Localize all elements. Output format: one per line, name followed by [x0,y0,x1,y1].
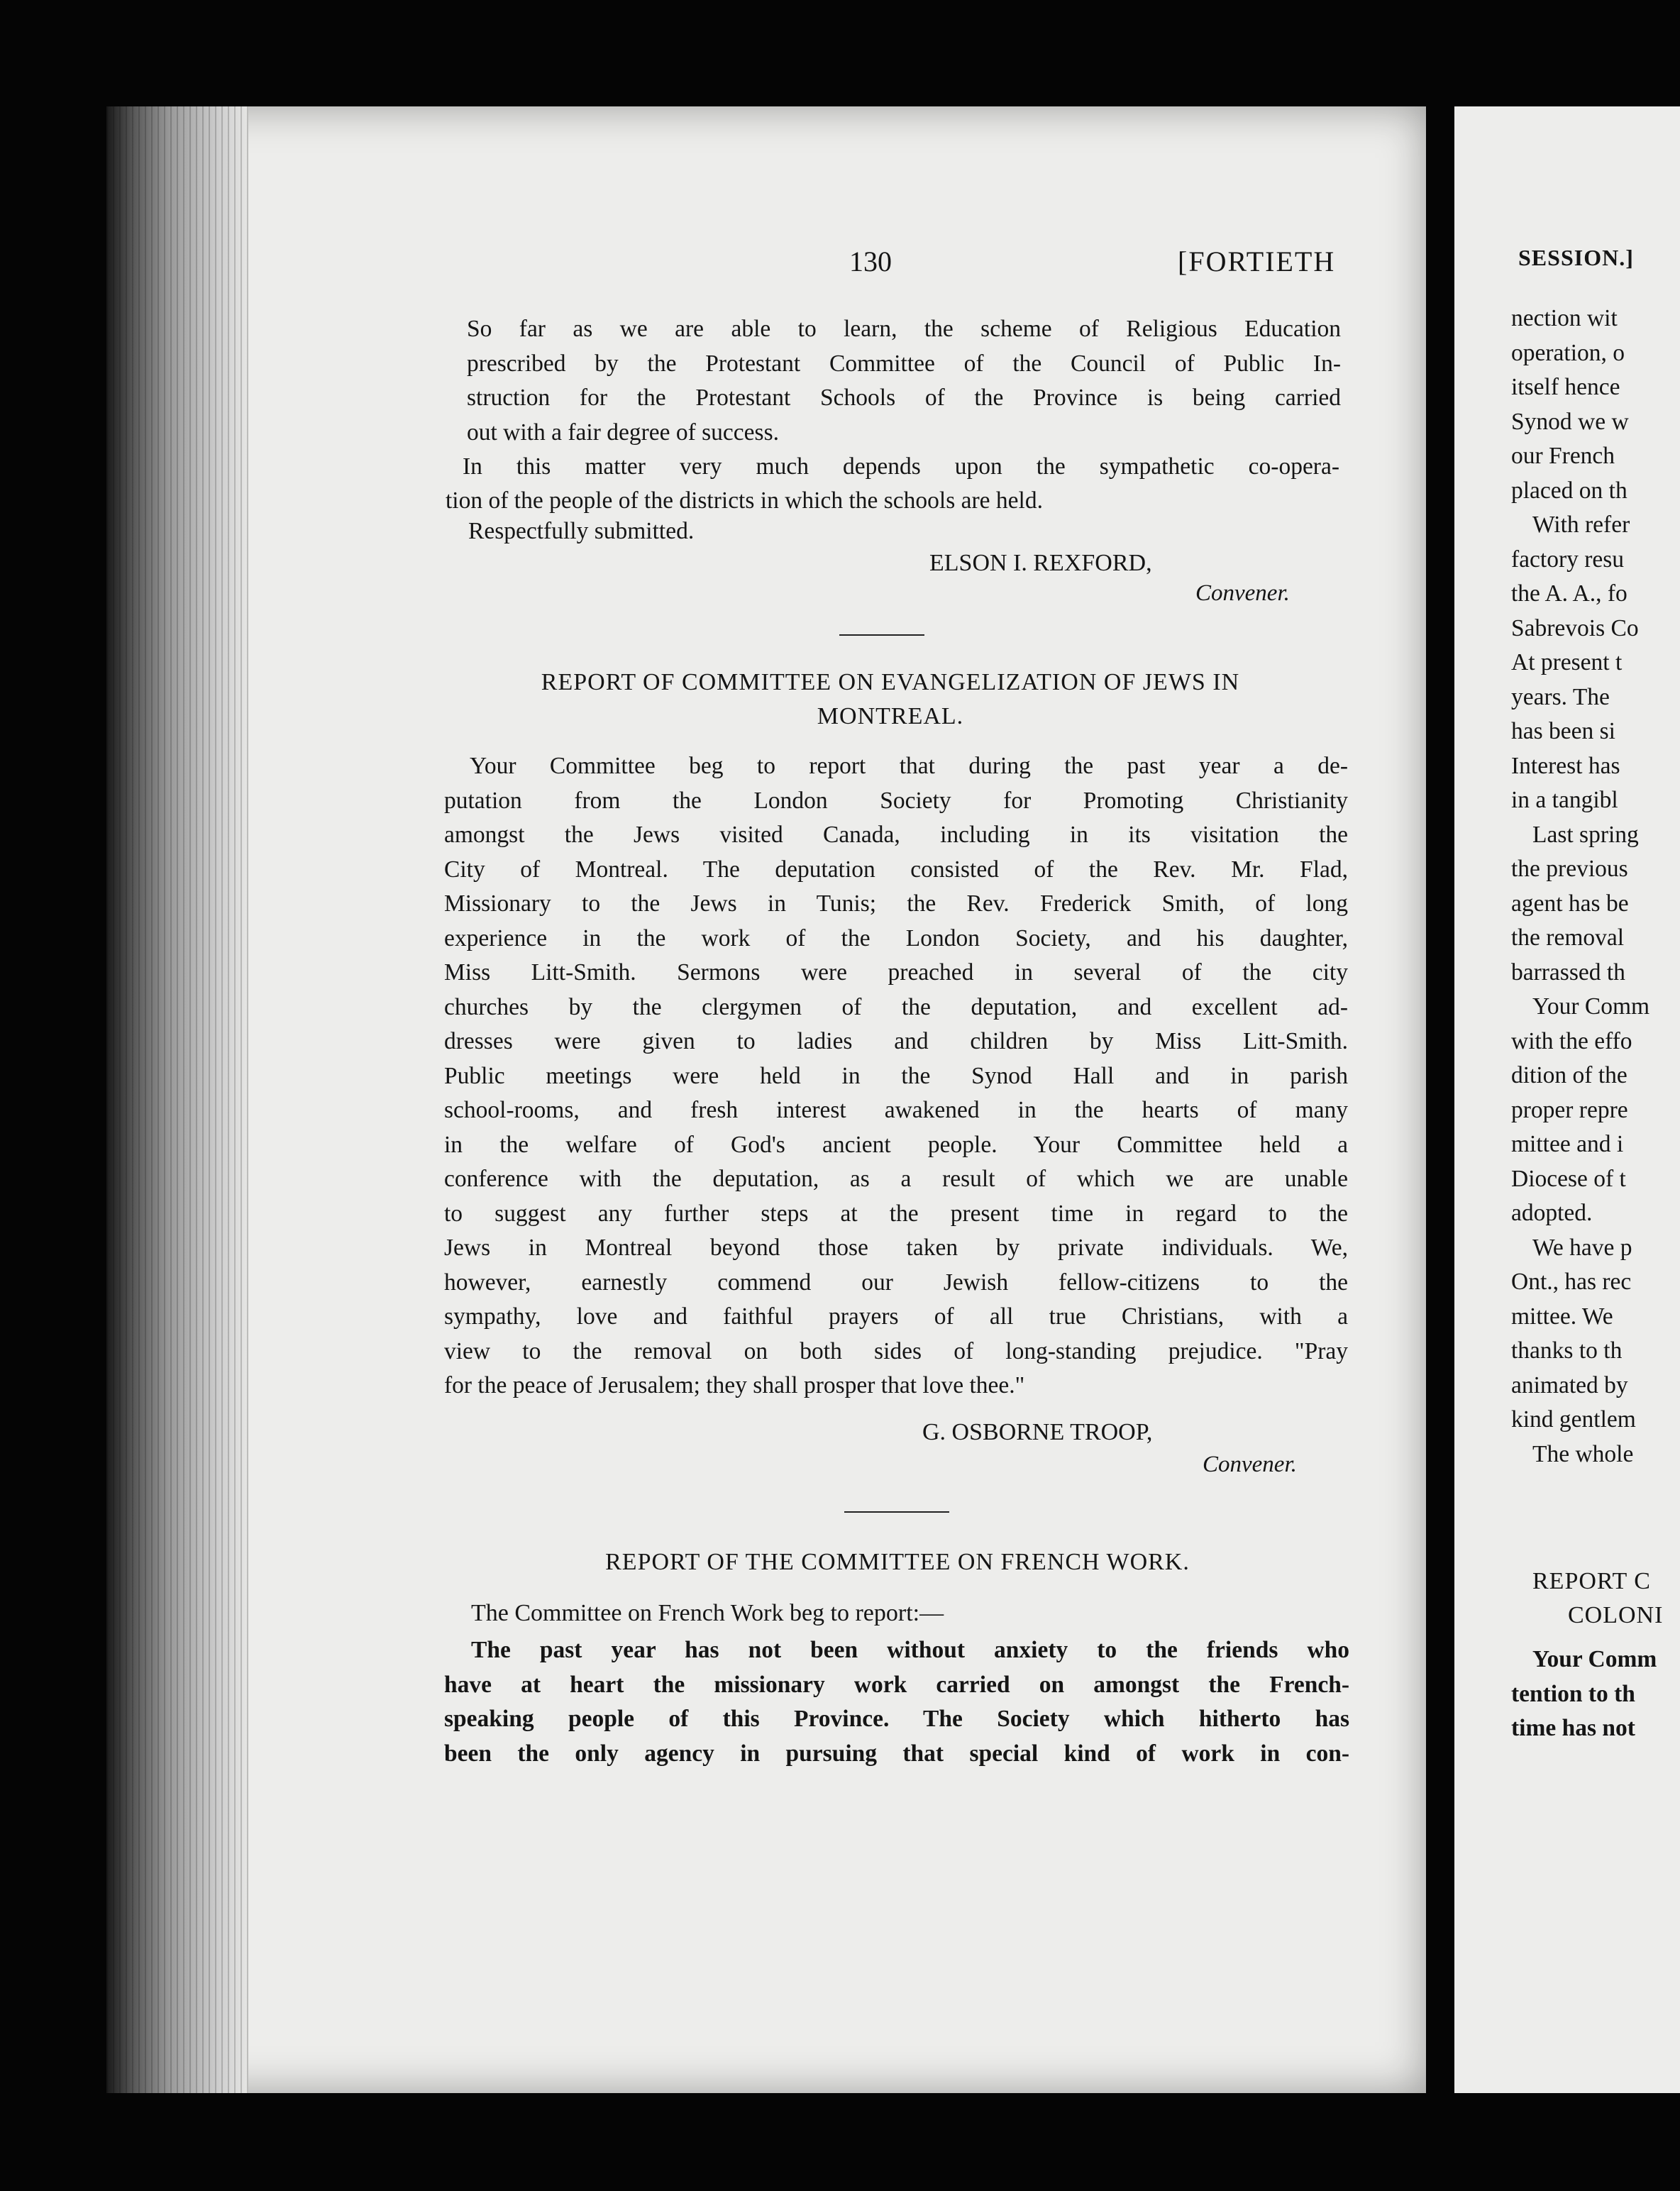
text-line: has been si [1511,718,1615,744]
text-line: The whole [1532,1440,1634,1467]
text-line: time has not [1511,1715,1635,1741]
text-line: in a tangibl [1511,787,1618,813]
text-line: amongst the Jews visited Canada, including in its visitation the [444,822,1348,848]
text-line: been the only agency in pursuing that special kind of work in con- [444,1740,1349,1767]
text-line: Sabrevois Co [1511,614,1639,641]
text-line: placed on th [1511,477,1628,504]
text-line: With refer [1532,512,1630,538]
text-line: with the effo [1511,1027,1632,1054]
text-line: Synod we w [1511,408,1629,435]
page-number: 130 [849,245,892,277]
text-line: itself hence [1511,374,1620,400]
text-line: thanks to th [1511,1337,1623,1364]
text-line: to suggest any further steps at the present time in regard to the [444,1200,1348,1227]
text-line: struction for the Protestant Schools of the Province is being carried [467,385,1341,411]
text-line: the previous [1511,856,1628,882]
french-report-body [444,1633,1349,1771]
heading-french: REPORT OF THE COMMITTEE ON FRENCH WORK. [605,1549,1190,1575]
heading-line: MONTREAL. [817,703,964,729]
text-line: In this matter very much depends upon the sympathetic co-opera- [463,453,1339,480]
text-line: experience in the work of the London Society, and his daughter, [444,925,1348,951]
text-line: sympathy, love and faithful prayers of all true Christians, with a [444,1303,1348,1330]
text-line: view to the removal on both sides of long-standing prejudice. "Pray [444,1337,1348,1364]
section-divider [839,634,924,636]
running-head: [FORTIETH [1178,245,1336,277]
text-line: for the peace of Jerusalem; they shall prosper that love thee." [444,1372,1025,1398]
text-line: Your Committee beg to report that during the past year a de- [470,753,1348,779]
text-line: So far as we are able to learn, the scheme of Religious Education [467,316,1341,342]
text-line: tention to th [1511,1680,1635,1707]
text-line: Jews in Montreal beyond those taken by private individuals. We, [444,1235,1348,1261]
text-line: mittee. We [1511,1303,1613,1330]
text-line: the A. A., fo [1511,580,1628,607]
convener-label-2: Convener. [1203,1452,1297,1477]
text-line: We have p [1532,1234,1632,1261]
text-line: nection wit [1511,305,1618,331]
text-line: animated by [1511,1372,1628,1398]
text-line: dresses were given to ladies and children by Miss Litt-Smith. [444,1028,1348,1054]
convener-label: Convener. [1195,580,1290,606]
text-line: churches by the clergymen of the deputation, and excellent ad- [444,993,1348,1020]
text-line: in the welfare of God's ancient people. Your Committee held a [444,1131,1348,1158]
text-line: prescribed by the Protestant Committee of the Council of Public In- [467,350,1341,377]
text-line: dition of the [1511,1062,1628,1088]
text-line: Interest has [1511,752,1620,779]
text-line: Last spring [1532,821,1639,848]
text-line: adopted. [1511,1200,1593,1226]
right-heading [1532,1568,1663,1629]
right-page [1454,106,1680,2093]
book-binding-edge [106,106,248,2093]
text-line: out with a fair degree of success. [467,419,779,446]
text-line: Diocese of t [1511,1165,1626,1192]
closing-line: Respectfully submitted. [468,518,695,544]
text-line: operation, o [1511,339,1625,366]
right-text-column [1511,305,1649,1475]
section-divider-2 [844,1511,949,1513]
signature-rexford: ELSON I. REXFORD, [929,550,1152,576]
text-line: years. The [1511,683,1610,710]
text-line: speaking people of this Province. The Society which hitherto has [444,1706,1349,1732]
text-line: proper repre [1511,1096,1628,1123]
text-line: factory resu [1511,546,1625,573]
right-bottom-text [1511,1646,1657,1750]
signature-troop: G. OSBORNE TROOP, [922,1419,1153,1445]
intro-paragraph-2 [463,450,1339,485]
text-line: Your Comm [1532,993,1650,1020]
right-running-head: SESSION.] [1518,245,1634,270]
text-line: however, earnestly commend our Jewish fellow-citizens to the [444,1269,1348,1296]
text-line: City of Montreal. The deputation consisted of the Rev. Mr. Flad, [444,856,1348,883]
text-line: Public meetings were held in the Synod Hall and in parish [444,1062,1348,1089]
text-line: barrassed th [1511,959,1625,986]
heading-line: REPORT C [1532,1568,1651,1594]
french-intro-line: The Committee on French Work beg to report:— [471,1600,944,1626]
text-line: tion of the people of the districts in which the schools are held. [446,487,1043,514]
heading-line: REPORT OF COMMITTEE ON EVANGELIZATION OF JEWS IN [541,669,1240,695]
text-line: Your Comm [1532,1646,1657,1672]
text-line: our French [1511,443,1615,469]
heading-jews [440,669,1341,730]
text-line: kind gentlem [1511,1406,1636,1433]
text-line: Missionary to the Jews in Tunis; the Rev. Frederick Smith, of long [444,890,1348,917]
text-line: conference with the deputation, as a result of which we are unable [444,1166,1348,1192]
text-line: Ont., has rec [1511,1269,1632,1295]
heading-line: COLONI [1568,1602,1664,1628]
intro-paragraph [467,312,1341,450]
text-line: have at heart the missionary work carried on amongst the French- [444,1671,1349,1698]
text-line: mittee and i [1511,1131,1624,1157]
intro-paragraph-2-cont [446,484,1318,519]
jews-report-body [444,749,1348,1403]
text-line: school-rooms, and fresh interest awakened in the hearts of many [444,1097,1348,1123]
text-line: agent has be [1511,890,1629,917]
text-line: putation from the London Society for Promoting Christianity [444,787,1348,814]
text-line: At present t [1511,649,1623,675]
text-line: Miss Litt-Smith. Sermons were preached in several of the city [444,959,1348,986]
text-line: the removal [1511,925,1625,951]
text-line: The past year has not been without anxiety to the friends who [471,1637,1349,1663]
